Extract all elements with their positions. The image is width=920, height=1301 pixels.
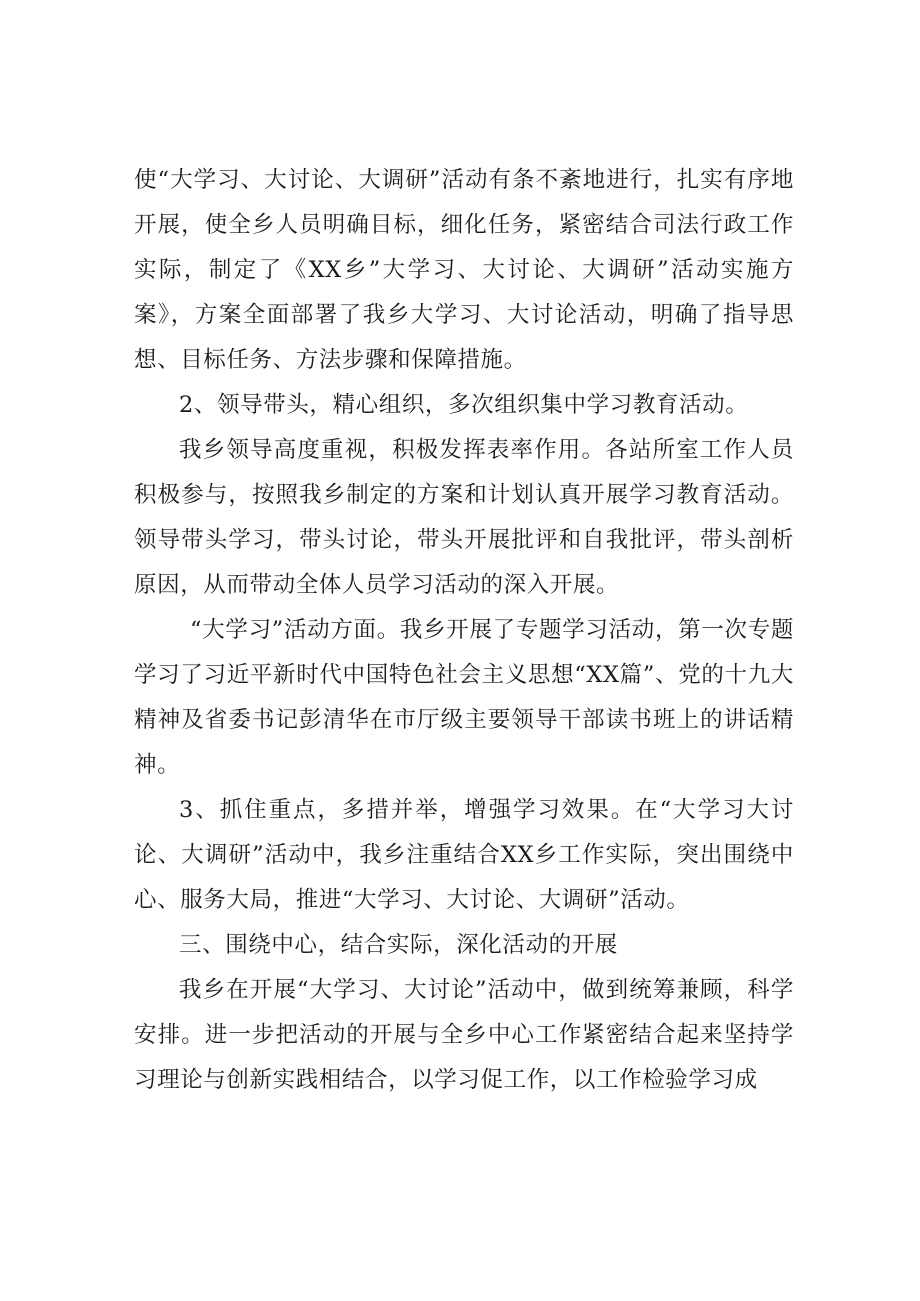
paragraph-coordination: 我乡在开展“大学习、大讨论”活动中，做到统筹兼顾，科学安排。进一步把活动的开展与全乡中心工作紧密结合起来坚持学习理论与创新实践相结合，以学习促工作，以工作检验学习成 [134, 977, 794, 1093]
paragraph-key-points: 3、抓住重点，多措并举，增强学习效果。在“大学习大讨论、大调研”活动中，我乡注重结合XX乡工作实际，突出围绕中心、服务大局，推进“大学习、大讨论、大调研”活动。 [134, 797, 794, 913]
section-heading-three: 三、围绕中心，结合实际，深化活动的开展 [179, 932, 618, 958]
document-body [134, 158, 794, 1103]
paragraph-big-study: “大学习”活动方面。我乡开展了专题学习活动，第一次专题学习了习近平新时代中国特色社会主义思想“XX篇”、党的十九大精神及省委书记彭清华在市厅级主要领导干部读书班上的讲话精神。 [134, 617, 794, 778]
paragraph-leadership-heading: 2、领导带头，精心组织，多次组织集中学习教育活动。 [179, 392, 749, 418]
paragraph-continuation: 使“大学习、大讨论、大调研”活动有条不紊地进行，扎实有序地开展，使全乡人员明确目标，细化任务，紧密结合司法行政工作实际，制定了《XX乡”大学习、大讨论、大调研”活动实施方案》，方案全面部署了我乡大学习、大讨论活动，明确了指导思想、目标任务、方法步骤和保障措施。 [134, 167, 794, 373]
paragraph-leadership-body: 我乡领导高度重视，积极发挥表率作用。各站所室工作人员积极参与，按照我乡制定的方案和计划认真开展学习教育活动。领导带头学习，带头讨论，带头开展批评和自我批评，带头剖析原因，从而带动全体人员学习活动的深入开展。 [134, 437, 794, 598]
